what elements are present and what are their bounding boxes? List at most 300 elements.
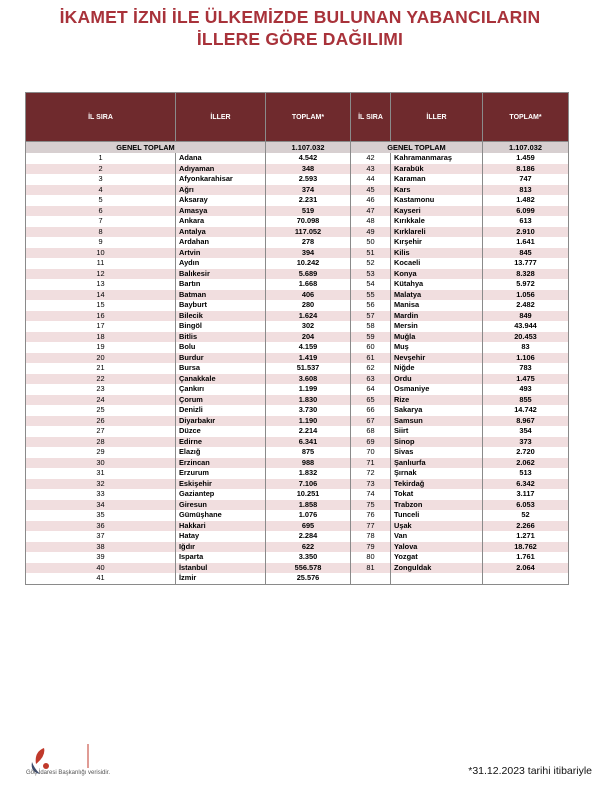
- il-name-cell: Nevşehir: [391, 353, 483, 364]
- il-sira-cell: 72: [351, 468, 391, 479]
- toplam-cell: 8.967: [483, 416, 569, 427]
- table-row: [26, 185, 569, 196]
- toplam-cell: 25.576: [266, 573, 351, 584]
- table-row: [26, 258, 569, 269]
- il-sira-cell: 43: [351, 164, 391, 175]
- province-table-wrapper: [25, 92, 568, 585]
- il-sira-cell: 76: [351, 510, 391, 521]
- il-sira-cell: 13: [26, 279, 176, 290]
- toplam-cell: 117.052: [266, 227, 351, 238]
- toplam-cell: 302: [266, 321, 351, 332]
- toplam-cell: 406: [266, 290, 351, 301]
- il-name-cell: Rize: [391, 395, 483, 406]
- il-name-cell: Çanakkale: [176, 374, 266, 385]
- header-iller-right: İLLER: [391, 93, 483, 142]
- toplam-cell: 278: [266, 237, 351, 248]
- il-sira-cell: 69: [351, 437, 391, 448]
- il-sira-cell: 71: [351, 458, 391, 469]
- il-sira-cell: 62: [351, 363, 391, 374]
- toplam-cell: 513: [483, 468, 569, 479]
- il-name-cell: Osmaniye: [391, 384, 483, 395]
- toplam-cell: 1.482: [483, 195, 569, 206]
- table-row: [26, 195, 569, 206]
- toplam-cell: 5.689: [266, 269, 351, 280]
- il-sira-cell: 42: [351, 153, 391, 164]
- title-line-2: İLLERE GÖRE DAĞILIMI: [196, 29, 404, 49]
- toplam-cell: 3.350: [266, 552, 351, 563]
- toplam-cell: 3.608: [266, 374, 351, 385]
- table-row: [26, 542, 569, 553]
- il-name-cell: Düzce: [176, 426, 266, 437]
- toplam-cell: 10.251: [266, 489, 351, 500]
- il-name-cell: Trabzon: [391, 500, 483, 511]
- il-sira-cell: 5: [26, 195, 176, 206]
- il-name-cell: Bingöl: [176, 321, 266, 332]
- toplam-cell: 2.482: [483, 300, 569, 311]
- toplam-cell: 988: [266, 458, 351, 469]
- il-name-cell: Kütahya: [391, 279, 483, 290]
- il-sira-cell: 73: [351, 479, 391, 490]
- table-row: [26, 206, 569, 217]
- il-name-cell: Kastamonu: [391, 195, 483, 206]
- il-name-cell: Muş: [391, 342, 483, 353]
- il-name-cell: Ankara: [176, 216, 266, 227]
- il-sira-cell: 47: [351, 206, 391, 217]
- il-sira-cell: 12: [26, 269, 176, 280]
- toplam-cell: 1.190: [266, 416, 351, 427]
- il-sira-cell: 51: [351, 248, 391, 259]
- il-name-cell: Yalova: [391, 542, 483, 553]
- il-name-cell: Samsun: [391, 416, 483, 427]
- header-toplam-right: TOPLAM*: [483, 93, 569, 142]
- toplam-cell: 2.266: [483, 521, 569, 532]
- il-sira-cell: 37: [26, 531, 176, 542]
- toplam-cell: 8.186: [483, 164, 569, 175]
- il-name-cell: Amasya: [176, 206, 266, 217]
- il-name-cell: Kocaeli: [391, 258, 483, 269]
- il-sira-cell: 39: [26, 552, 176, 563]
- table-row: [26, 363, 569, 374]
- il-name-cell: Isparta: [176, 552, 266, 563]
- toplam-cell: 280: [266, 300, 351, 311]
- il-sira-cell: 78: [351, 531, 391, 542]
- il-sira-cell: 9: [26, 237, 176, 248]
- province-table: [25, 92, 569, 585]
- toplam-cell: 14.742: [483, 405, 569, 416]
- il-sira-cell: 18: [26, 332, 176, 343]
- il-name-cell: Sinop: [391, 437, 483, 448]
- toplam-cell: 1.106: [483, 353, 569, 364]
- toplam-cell: 845: [483, 248, 569, 259]
- il-sira-cell: 30: [26, 458, 176, 469]
- il-name-cell: Eskişehir: [176, 479, 266, 490]
- il-name-cell: Bolu: [176, 342, 266, 353]
- il-sira-cell: 40: [26, 563, 176, 574]
- toplam-cell: 374: [266, 185, 351, 196]
- toplam-cell: 2.062: [483, 458, 569, 469]
- il-sira-cell: 63: [351, 374, 391, 385]
- il-name-cell: Bursa: [176, 363, 266, 374]
- il-name-cell: Hatay: [176, 531, 266, 542]
- il-name-cell: Adıyaman: [176, 164, 266, 175]
- il-sira-cell: 3: [26, 174, 176, 185]
- header-il-sira-left: İL SIRA: [26, 93, 176, 142]
- il-sira-cell: 58: [351, 321, 391, 332]
- toplam-cell: 348: [266, 164, 351, 175]
- table-row: [26, 227, 569, 238]
- toplam-cell: 6.099: [483, 206, 569, 217]
- grand-total-label-right: GENEL TOPLAM: [351, 142, 483, 154]
- il-name-cell: Gaziantep: [176, 489, 266, 500]
- il-name-cell: İstanbul: [176, 563, 266, 574]
- il-name-cell: Bilecik: [176, 311, 266, 322]
- il-name-cell: Afyonkarahisar: [176, 174, 266, 185]
- il-name-cell: Karabük: [391, 164, 483, 175]
- table-row: [26, 552, 569, 563]
- il-name-cell: Kilis: [391, 248, 483, 259]
- toplam-cell: 51.537: [266, 363, 351, 374]
- il-sira-cell: 4: [26, 185, 176, 196]
- toplam-cell: [483, 573, 569, 584]
- toplam-cell: 20.453: [483, 332, 569, 343]
- toplam-cell: 1.419: [266, 353, 351, 364]
- il-name-cell: Muğla: [391, 332, 483, 343]
- toplam-cell: 1.076: [266, 510, 351, 521]
- table-row: [26, 164, 569, 175]
- toplam-cell: 52: [483, 510, 569, 521]
- il-sira-cell: 79: [351, 542, 391, 553]
- il-sira-cell: 10: [26, 248, 176, 259]
- il-sira-cell: 23: [26, 384, 176, 395]
- table-row: [26, 479, 569, 490]
- toplam-cell: 4.542: [266, 153, 351, 164]
- toplam-cell: 2.231: [266, 195, 351, 206]
- il-name-cell: Tunceli: [391, 510, 483, 521]
- il-sira-cell: 41: [26, 573, 176, 584]
- il-name-cell: Aydın: [176, 258, 266, 269]
- toplam-cell: 493: [483, 384, 569, 395]
- il-sira-cell: 59: [351, 332, 391, 343]
- il-name-cell: Diyarbakır: [176, 416, 266, 427]
- il-name-cell: Kayseri: [391, 206, 483, 217]
- toplam-cell: 43.944: [483, 321, 569, 332]
- il-name-cell: Giresun: [176, 500, 266, 511]
- table-row: [26, 300, 569, 311]
- il-name-cell: Adana: [176, 153, 266, 164]
- header-iller-left: İLLER: [176, 93, 266, 142]
- toplam-cell: 1.271: [483, 531, 569, 542]
- il-name-cell: Çorum: [176, 395, 266, 406]
- table-row: [26, 405, 569, 416]
- toplam-cell: 747: [483, 174, 569, 185]
- toplam-cell: 1.858: [266, 500, 351, 511]
- il-name-cell: Erzurum: [176, 468, 266, 479]
- il-sira-cell: 15: [26, 300, 176, 311]
- il-name-cell: Burdur: [176, 353, 266, 364]
- toplam-cell: 695: [266, 521, 351, 532]
- toplam-cell: 622: [266, 542, 351, 553]
- il-sira-cell: 65: [351, 395, 391, 406]
- il-sira-cell: 64: [351, 384, 391, 395]
- toplam-cell: 2.720: [483, 447, 569, 458]
- il-sira-cell: [351, 573, 391, 584]
- il-sira-cell: 8: [26, 227, 176, 238]
- il-name-cell: [391, 573, 483, 584]
- il-sira-cell: 44: [351, 174, 391, 185]
- il-sira-cell: 11: [26, 258, 176, 269]
- toplam-cell: 1.459: [483, 153, 569, 164]
- il-sira-cell: 70: [351, 447, 391, 458]
- toplam-cell: 6.053: [483, 500, 569, 511]
- toplam-cell: 1.624: [266, 311, 351, 322]
- il-name-cell: Konya: [391, 269, 483, 280]
- il-sira-cell: 24: [26, 395, 176, 406]
- il-name-cell: Artvin: [176, 248, 266, 259]
- il-sira-cell: 35: [26, 510, 176, 521]
- il-name-cell: İzmir: [176, 573, 266, 584]
- il-sira-cell: 21: [26, 363, 176, 374]
- toplam-cell: 3.117: [483, 489, 569, 500]
- il-name-cell: Tekirdağ: [391, 479, 483, 490]
- title-line-1: İKAMET İZNİ İLE ÜLKEMİZDE BULUNAN YABANCILARIN: [59, 7, 541, 27]
- toplam-cell: 8.328: [483, 269, 569, 280]
- toplam-cell: 556.578: [266, 563, 351, 574]
- toplam-cell: 4.159: [266, 342, 351, 353]
- il-sira-cell: 68: [351, 426, 391, 437]
- table-row: [26, 237, 569, 248]
- il-name-cell: Kırşehir: [391, 237, 483, 248]
- il-sira-cell: 27: [26, 426, 176, 437]
- il-name-cell: Kırıkkale: [391, 216, 483, 227]
- il-name-cell: Mardin: [391, 311, 483, 322]
- il-sira-cell: 49: [351, 227, 391, 238]
- toplam-cell: 1.668: [266, 279, 351, 290]
- table-row: [26, 426, 569, 437]
- table-row: [26, 216, 569, 227]
- table-row: [26, 489, 569, 500]
- header-toplam-left: TOPLAM*: [266, 93, 351, 142]
- table-row: [26, 447, 569, 458]
- il-name-cell: Siirt: [391, 426, 483, 437]
- toplam-cell: 394: [266, 248, 351, 259]
- toplam-cell: 354: [483, 426, 569, 437]
- toplam-cell: 1.830: [266, 395, 351, 406]
- il-name-cell: Sivas: [391, 447, 483, 458]
- table-row: [26, 384, 569, 395]
- table-header-row: [26, 93, 569, 142]
- toplam-cell: 875: [266, 447, 351, 458]
- il-name-cell: Ordu: [391, 374, 483, 385]
- il-name-cell: Uşak: [391, 521, 483, 532]
- toplam-cell: 7.106: [266, 479, 351, 490]
- il-sira-cell: 75: [351, 500, 391, 511]
- il-name-cell: Kahramanmaraş: [391, 153, 483, 164]
- table-row: [26, 458, 569, 469]
- il-name-cell: Bartın: [176, 279, 266, 290]
- il-name-cell: Batman: [176, 290, 266, 301]
- il-name-cell: Erzincan: [176, 458, 266, 469]
- toplam-cell: 849: [483, 311, 569, 322]
- il-sira-cell: 55: [351, 290, 391, 301]
- il-sira-cell: 29: [26, 447, 176, 458]
- il-sira-cell: 46: [351, 195, 391, 206]
- il-sira-cell: 14: [26, 290, 176, 301]
- table-row: [26, 500, 569, 511]
- toplam-cell: 13.777: [483, 258, 569, 269]
- il-name-cell: Ağrı: [176, 185, 266, 196]
- il-sira-cell: 17: [26, 321, 176, 332]
- il-sira-cell: 19: [26, 342, 176, 353]
- il-name-cell: Antalya: [176, 227, 266, 238]
- il-name-cell: Van: [391, 531, 483, 542]
- il-name-cell: Şırnak: [391, 468, 483, 479]
- il-name-cell: Tokat: [391, 489, 483, 500]
- il-sira-cell: 48: [351, 216, 391, 227]
- il-name-cell: Balıkesir: [176, 269, 266, 280]
- toplam-cell: 2.064: [483, 563, 569, 574]
- il-name-cell: Edirne: [176, 437, 266, 448]
- logo-caption: Göç İdaresi Başkanlığı verisidir.: [26, 770, 111, 776]
- il-name-cell: Kırklareli: [391, 227, 483, 238]
- table-row: [26, 321, 569, 332]
- table-row: [26, 290, 569, 301]
- il-name-cell: Hakkari: [176, 521, 266, 532]
- il-name-cell: Niğde: [391, 363, 483, 374]
- il-sira-cell: 25: [26, 405, 176, 416]
- il-sira-cell: 16: [26, 311, 176, 322]
- il-sira-cell: 80: [351, 552, 391, 563]
- table-row: [26, 395, 569, 406]
- toplam-cell: 613: [483, 216, 569, 227]
- il-name-cell: Kars: [391, 185, 483, 196]
- il-name-cell: Mersin: [391, 321, 483, 332]
- grand-total-row: [26, 142, 569, 154]
- toplam-cell: 10.242: [266, 258, 351, 269]
- il-sira-cell: 22: [26, 374, 176, 385]
- il-sira-cell: 6: [26, 206, 176, 217]
- toplam-cell: 204: [266, 332, 351, 343]
- toplam-cell: 6.341: [266, 437, 351, 448]
- il-name-cell: Sakarya: [391, 405, 483, 416]
- il-name-cell: Iğdır: [176, 542, 266, 553]
- table-row: [26, 174, 569, 185]
- toplam-cell: 783: [483, 363, 569, 374]
- il-sira-cell: 45: [351, 185, 391, 196]
- toplam-cell: 2.593: [266, 174, 351, 185]
- il-sira-cell: 57: [351, 311, 391, 322]
- toplam-cell: 1.761: [483, 552, 569, 563]
- toplam-cell: 519: [266, 206, 351, 217]
- table-row: [26, 342, 569, 353]
- il-sira-cell: 67: [351, 416, 391, 427]
- page-title: [0, 6, 600, 50]
- il-name-cell: Çankırı: [176, 384, 266, 395]
- table-row: [26, 248, 569, 259]
- il-sira-cell: 1: [26, 153, 176, 164]
- toplam-cell: 855: [483, 395, 569, 406]
- header-il-sira-right: İL SIRA: [351, 93, 391, 142]
- il-sira-cell: 74: [351, 489, 391, 500]
- toplam-cell: 2.214: [266, 426, 351, 437]
- il-sira-cell: 61: [351, 353, 391, 364]
- il-sira-cell: 36: [26, 521, 176, 532]
- table-row: [26, 269, 569, 280]
- footer-note: *31.12.2023 tarihi itibariyle: [468, 765, 592, 777]
- il-name-cell: Manisa: [391, 300, 483, 311]
- table-row: [26, 332, 569, 343]
- il-sira-cell: 53: [351, 269, 391, 280]
- toplam-cell: 1.641: [483, 237, 569, 248]
- il-sira-cell: 26: [26, 416, 176, 427]
- toplam-cell: 1.832: [266, 468, 351, 479]
- toplam-cell: 1.056: [483, 290, 569, 301]
- il-sira-cell: 32: [26, 479, 176, 490]
- toplam-cell: 1.199: [266, 384, 351, 395]
- il-name-cell: Elazığ: [176, 447, 266, 458]
- il-name-cell: Gümüşhane: [176, 510, 266, 521]
- table-row: [26, 374, 569, 385]
- toplam-cell: 1.475: [483, 374, 569, 385]
- il-sira-cell: 33: [26, 489, 176, 500]
- il-name-cell: Yozgat: [391, 552, 483, 563]
- grand-total-value-left: 1.107.032: [266, 142, 351, 154]
- il-name-cell: Malatya: [391, 290, 483, 301]
- goc-idaresi-logo: [26, 742, 136, 782]
- table-row: [26, 353, 569, 364]
- table-row: [26, 510, 569, 521]
- toplam-cell: 6.342: [483, 479, 569, 490]
- toplam-cell: 2.910: [483, 227, 569, 238]
- il-sira-cell: 50: [351, 237, 391, 248]
- table-row: [26, 468, 569, 479]
- table-row: [26, 437, 569, 448]
- il-name-cell: Karaman: [391, 174, 483, 185]
- il-sira-cell: 20: [26, 353, 176, 364]
- toplam-cell: 70.098: [266, 216, 351, 227]
- il-name-cell: Bitlis: [176, 332, 266, 343]
- il-name-cell: Aksaray: [176, 195, 266, 206]
- table-row: [26, 279, 569, 290]
- grand-total-value-right: 1.107.032: [483, 142, 569, 154]
- toplam-cell: 2.284: [266, 531, 351, 542]
- il-sira-cell: 31: [26, 468, 176, 479]
- table-row: [26, 573, 569, 584]
- il-sira-cell: 2: [26, 164, 176, 175]
- table-row: [26, 531, 569, 542]
- il-sira-cell: 77: [351, 521, 391, 532]
- il-name-cell: Şanlıurfa: [391, 458, 483, 469]
- il-sira-cell: 7: [26, 216, 176, 227]
- table-body: [26, 142, 569, 585]
- il-sira-cell: 28: [26, 437, 176, 448]
- il-sira-cell: 56: [351, 300, 391, 311]
- il-name-cell: Denizli: [176, 405, 266, 416]
- il-sira-cell: 34: [26, 500, 176, 511]
- il-name-cell: Ardahan: [176, 237, 266, 248]
- il-sira-cell: 60: [351, 342, 391, 353]
- il-sira-cell: 52: [351, 258, 391, 269]
- toplam-cell: 5.972: [483, 279, 569, 290]
- il-sira-cell: 66: [351, 405, 391, 416]
- toplam-cell: 373: [483, 437, 569, 448]
- grand-total-label-left: GENEL TOPLAM: [26, 142, 266, 154]
- table-row: [26, 521, 569, 532]
- toplam-cell: 83: [483, 342, 569, 353]
- il-sira-cell: 38: [26, 542, 176, 553]
- il-sira-cell: 54: [351, 279, 391, 290]
- toplam-cell: 813: [483, 185, 569, 196]
- il-name-cell: Zonguldak: [391, 563, 483, 574]
